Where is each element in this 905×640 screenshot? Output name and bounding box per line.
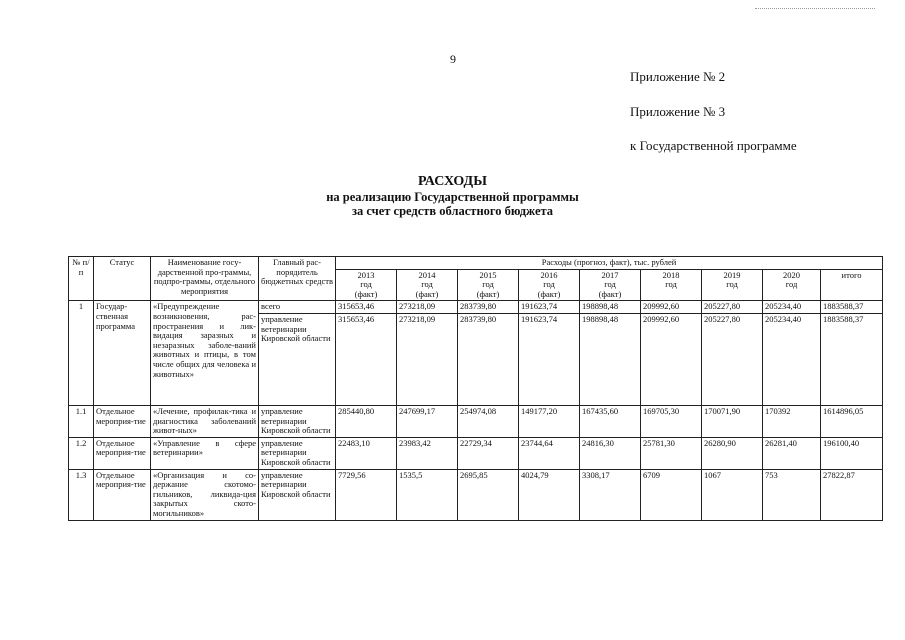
header-year-kind: (факт) bbox=[415, 288, 439, 299]
header-year-unit: год bbox=[360, 279, 372, 290]
row-value-total: 1883588,37 bbox=[821, 301, 883, 314]
row-admin: управление ветеринарии Кировской области bbox=[259, 405, 336, 437]
header-year-cell bbox=[519, 269, 580, 301]
row-status: Отдельное мероприя-тие bbox=[94, 405, 151, 437]
row-value: 27822,87 bbox=[821, 469, 883, 520]
row-num: 1.2 bbox=[69, 437, 94, 469]
title-line-3: за счет средств областного бюджета bbox=[351, 204, 554, 218]
row-value: 1614896,05 bbox=[821, 405, 883, 437]
header-year-cell bbox=[763, 269, 821, 301]
row-value: 285440,80 bbox=[336, 405, 397, 437]
row-value: 2695,85 bbox=[458, 469, 519, 520]
page-number: 9 bbox=[450, 52, 456, 66]
row-name: «Организация и со-держание скотомо-гильников, ликвида-ция закрытых ското-могильников» bbox=[151, 469, 259, 520]
header-year-unit: год bbox=[665, 279, 677, 290]
header-year-year: 2018 bbox=[662, 269, 680, 280]
row-admin: управление ветеринарии Кировской области bbox=[259, 313, 336, 405]
header-year-kind: (факт) bbox=[476, 288, 500, 299]
header-year-kind: (факт) bbox=[537, 288, 561, 299]
row-value: 7729,56 bbox=[336, 469, 397, 520]
header-year-year: 2016 bbox=[540, 269, 558, 280]
row-value: 24816,30 bbox=[580, 437, 641, 469]
row-value: 170071,90 bbox=[702, 405, 763, 437]
header-total: итого bbox=[821, 269, 883, 301]
row-value: 169705,30 bbox=[641, 405, 702, 437]
row-value-total: 283739,80 bbox=[458, 301, 519, 314]
row-value: 283739,80 bbox=[458, 313, 519, 405]
row-value: 1535,5 bbox=[397, 469, 458, 520]
header-year-cell bbox=[580, 269, 641, 301]
header-year-year: 2020 bbox=[783, 269, 800, 280]
expenses-table bbox=[68, 256, 883, 521]
row-value-total: 205234,40 bbox=[763, 301, 821, 314]
row-num: 1 bbox=[69, 301, 94, 406]
table-row bbox=[69, 437, 883, 469]
header-year-unit: год bbox=[785, 279, 798, 290]
row-value: 22483,10 bbox=[336, 437, 397, 469]
row-value: 149177,20 bbox=[519, 405, 580, 437]
row-value: 1067 bbox=[702, 469, 763, 520]
row-admin-total: всего bbox=[259, 301, 336, 314]
table-row bbox=[69, 301, 883, 314]
row-value-total: 198898,48 bbox=[580, 301, 641, 314]
row-value: 205227,80 bbox=[702, 313, 763, 405]
row-name: «Предупреждение возникновения, рас-пространения и лик-видация заразных и незаразных заболе-ваний животных и птицы, в том числе общих для человека и животных» bbox=[151, 301, 259, 406]
row-value: 26280,90 bbox=[702, 437, 763, 469]
row-name: «Лечение, профилак-тика и диагностика заболеваний живот-ных» bbox=[151, 405, 259, 437]
row-value: 3308,17 bbox=[580, 469, 641, 520]
row-value: 1883588,37 bbox=[821, 313, 883, 405]
row-value: 315653,46 bbox=[336, 313, 397, 405]
row-value: 209992,60 bbox=[641, 313, 702, 405]
row-value: 753 bbox=[763, 469, 821, 520]
row-value: 23744,64 bbox=[519, 437, 580, 469]
row-value: 273218,09 bbox=[397, 313, 458, 405]
appendix-line-1: Приложение № 2 bbox=[630, 69, 726, 84]
row-value: 196100,40 bbox=[821, 437, 883, 469]
row-admin: управление ветеринарии Кировской области bbox=[259, 437, 336, 469]
header-year-kind: (факт) bbox=[598, 288, 622, 299]
appendix-line-2: Приложение № 3 bbox=[630, 104, 726, 119]
header-year-year: 2015 bbox=[479, 269, 497, 280]
document-title bbox=[0, 174, 905, 218]
header-year-year: 2013 bbox=[357, 269, 375, 280]
header-year-cell bbox=[702, 269, 763, 301]
header-year-kind: (факт) bbox=[354, 288, 378, 299]
row-value-total: 209992,60 bbox=[641, 301, 702, 314]
row-value-total: 273218,09 bbox=[397, 301, 458, 314]
row-name: «Управление в сфере ветеринарии» bbox=[151, 437, 259, 469]
header-admin: Главный рас-порядитель бюджетных средств bbox=[259, 257, 336, 301]
table-body bbox=[69, 301, 883, 520]
header-year-cell bbox=[458, 269, 519, 301]
header-year-year: 2017 bbox=[601, 269, 619, 280]
header-year-cell bbox=[397, 269, 458, 301]
header-year-cell bbox=[336, 269, 397, 301]
row-status: Отдельное мероприя-тие bbox=[94, 469, 151, 520]
row-value: 25781,30 bbox=[641, 437, 702, 469]
row-value-total: 191623,74 bbox=[519, 301, 580, 314]
row-value: 26281,40 bbox=[763, 437, 821, 469]
row-value: 205234,40 bbox=[763, 313, 821, 405]
row-admin: управление ветеринарии Кировской области bbox=[259, 469, 336, 520]
row-value: 170392 bbox=[763, 405, 821, 437]
header-year-unit: год bbox=[421, 279, 433, 290]
title-line-2: на реализацию Государственной программы bbox=[326, 190, 579, 204]
row-status: Государ-ственная программа bbox=[94, 301, 151, 406]
table-row bbox=[69, 469, 883, 520]
row-value: 4024,79 bbox=[519, 469, 580, 520]
header-status: Статус bbox=[94, 257, 151, 301]
appendix-line-3: к Государственной программе bbox=[630, 138, 797, 153]
title-main: РАСХОДЫ bbox=[418, 174, 487, 189]
row-value: 6709 bbox=[641, 469, 702, 520]
header-year-cell bbox=[641, 269, 702, 301]
header-year-unit: год bbox=[482, 279, 494, 290]
row-value-total: 205227,80 bbox=[702, 301, 763, 314]
row-value: 247699,17 bbox=[397, 405, 458, 437]
row-value: 198898,48 bbox=[580, 313, 641, 405]
row-value: 191623,74 bbox=[519, 313, 580, 405]
row-num: 1.3 bbox=[69, 469, 94, 520]
row-num: 1.1 bbox=[69, 405, 94, 437]
header-num: № п/п bbox=[69, 257, 94, 301]
row-value: 22729,34 bbox=[458, 437, 519, 469]
header-year-unit: год bbox=[604, 279, 616, 290]
header-year-unit: год bbox=[543, 279, 555, 290]
row-value: 167435,60 bbox=[580, 405, 641, 437]
table-row bbox=[69, 405, 883, 437]
top-edge-line bbox=[755, 8, 875, 9]
row-value-total: 315653,46 bbox=[336, 301, 397, 314]
row-value: 254974,08 bbox=[458, 405, 519, 437]
row-value: 23983,42 bbox=[397, 437, 458, 469]
header-year-year: 2019 bbox=[723, 269, 741, 280]
row-status: Отдельное мероприя-тие bbox=[94, 437, 151, 469]
header-name: Наименование госу-дарственной про-граммы, подпро-граммы, отдельного мероприятия bbox=[151, 257, 259, 301]
header-row-1 bbox=[69, 257, 883, 270]
header-year-unit: год bbox=[726, 279, 738, 290]
header-year-year: 2014 bbox=[418, 269, 436, 280]
header-expenses: Расходы (прогноз, факт), тыс. рублей bbox=[336, 257, 883, 270]
